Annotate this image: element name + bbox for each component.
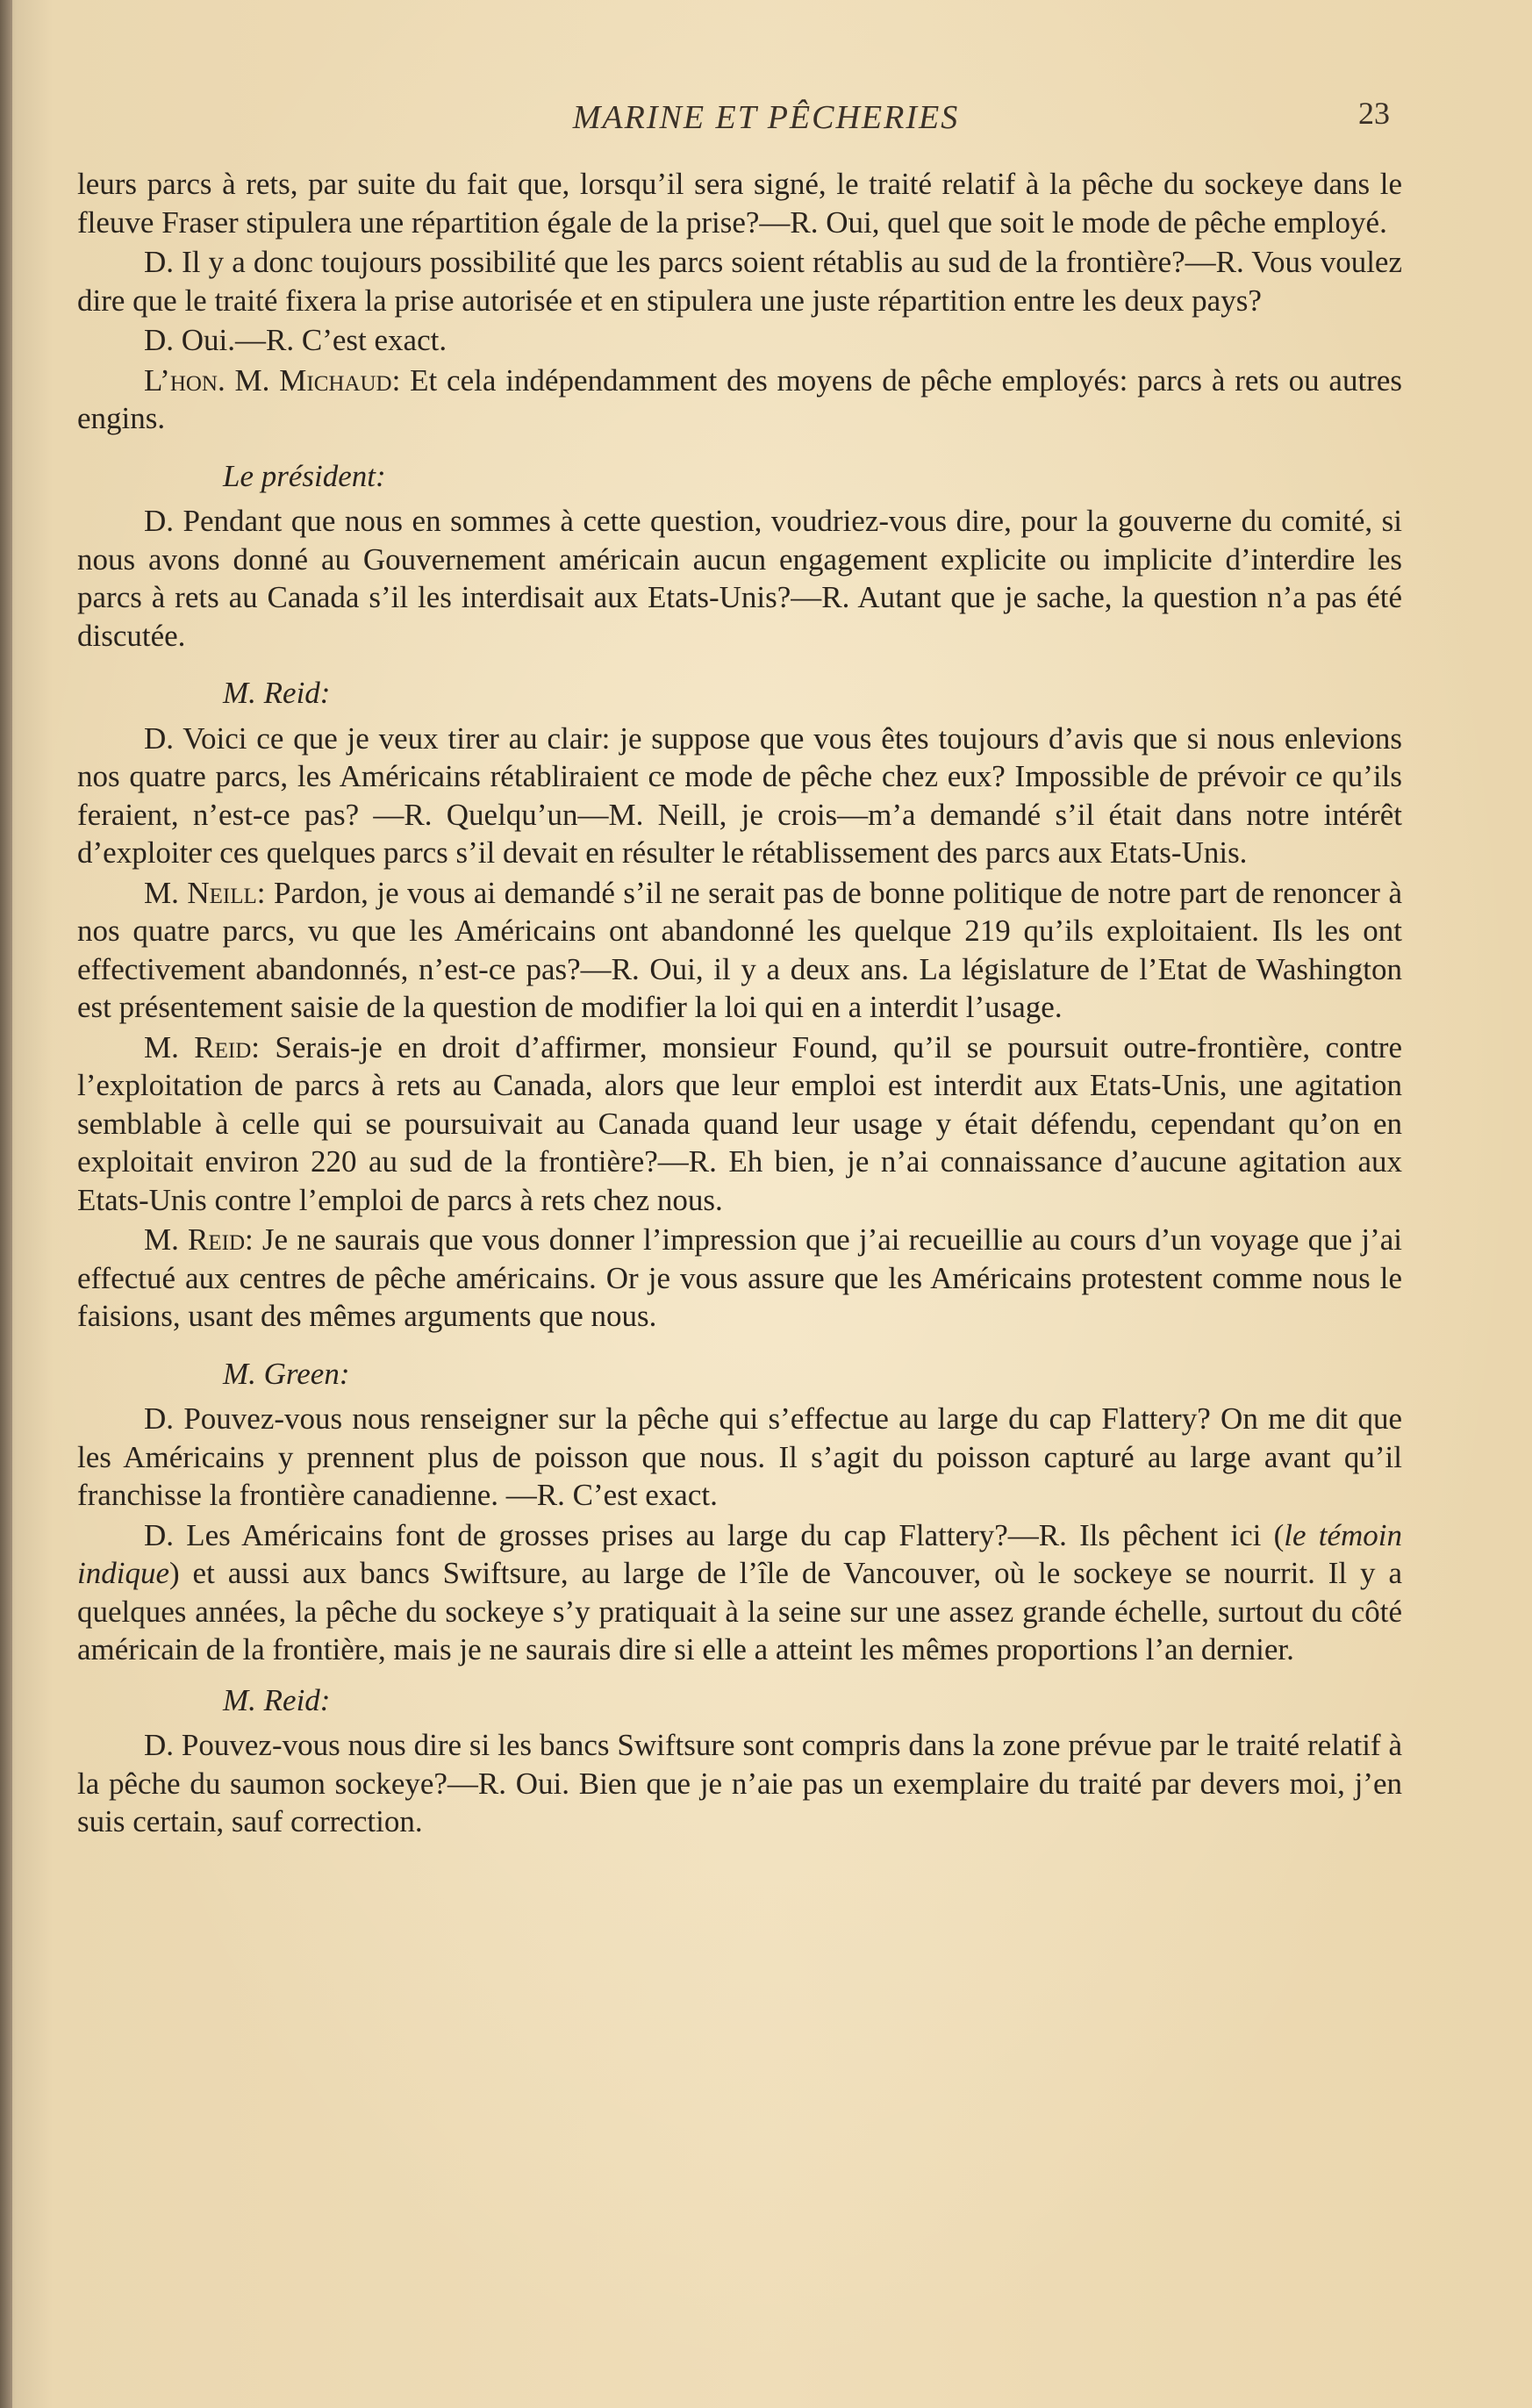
paragraph-10: D. Pouvez-vous nous renseigner sur la pêche qui s’effectue au large du cap Flattery? On me dit que les Américains y prennent plus de poisson que nous. Il s’agit du poisson capturé au large avant qu’il franchisse la frontière canadienne. —R. C’est exact.: [77, 1401, 1402, 1512]
paragraph-7-text: Pardon, je vous ai demandé s’il ne serait pas de bonne politique de notre part de renoncer à nos quatre parcs, vu que les Américains ont abandonné les quelque 219 qu’ils exploitaient. Ils les ont effectivement abandonnés, n’est-ce pas?—R. Oui, il y a deux ans. La législature de l’Etat de Washington est présentement saisie de la question de modifier la loi qui en a interdit l’usage.: [77, 875, 1402, 1024]
heading-green: M. Green:: [223, 1356, 350, 1391]
page-body: [77, 165, 1402, 1843]
witness-indicates: le témoin indique: [77, 1517, 1402, 1590]
binding-edge: [0, 0, 12, 2408]
paragraph-7: [77, 874, 1402, 1027]
heading-reid-1: M. Reid:: [223, 676, 331, 710]
speaker-michaud: L’hon. M. Michaud:: [144, 362, 401, 398]
running-title: MARINE ET PÊCHERIES: [572, 99, 960, 136]
paragraph-11-text-a: D. Les Américains font de grosses prises au large du cap Flattery?—R. Ils pêchent ici (: [144, 1517, 1285, 1552]
paragraph-8: [77, 1028, 1402, 1220]
paragraph-3: D. Oui.—R. C’est exact.: [144, 323, 447, 357]
paragraph-4-text: Et cela indépendamment des moyens de pêche employés: parcs à rets ou autres engins.: [77, 362, 1402, 435]
heading-reid-2: M. Reid:: [223, 1682, 331, 1717]
page-header: [0, 98, 1532, 151]
paragraph-4: [77, 362, 1402, 438]
page-number: 23: [1358, 96, 1390, 131]
paragraph-8-text: Serais-je en droit d’affirmer, monsieur Found, qu’il se poursuit outre-frontière, contre l’exploitation de parcs à rets au Canada, alors que leur emploi est interdit aux Etats-Unis, une agitation semblable à celle qui se poursuivait au Canada quand leur usage y était défendu, cependant qu’on en exploitait environ 220 au sud de la frontière?—R. Eh bien, je n’ai connaissance d’aucune agitation aux Etats-Unis contre l’emploi de parcs à rets chez nous.: [77, 1029, 1403, 1217]
paragraph-9-text: Je ne saurais que vous donner l’impression que j’ai recueillie au cours d’un voyage que j’ai effectué aux centres de pêche américains. Or je vous assure que les Américains protestent comme nous le faisions, usant des mêmes arguments que nous.: [77, 1222, 1402, 1333]
paragraph-1: leurs parcs à rets, par suite du fait que, lorsqu’il sera signé, le traité relatif à la pêche du sockeye dans le fleuve Fraser stipulera une répartition égale de la prise?—R. Oui, quel que soit le mode de pêche employé.: [77, 167, 1402, 240]
paragraph-11-text-b: ) et aussi aux bancs Swiftsure, au large de l’île de Vancouver, où le sockeye se nourrit. Il y a quelques années, la pêche du sockeye s’y pratiquait à la seine sur une assez grande échelle, surtout du côté américain de la frontière, mais je ne saurais dire si elle a atteint les mêmes proportions l’an dernier.: [77, 1556, 1402, 1666]
paragraph-2: D. Il y a donc toujours possibilité que les parcs soient rétablis au sud de la frontière?—R. Vous voulez dire que le traité fixera la prise autorisée et en stipulera une juste répartition entre les deux pays?: [77, 245, 1402, 318]
speaker-reid: M. Reid:: [144, 1029, 260, 1064]
paragraph-5: D. Pendant que nous en sommes à cette question, voudriez-vous dire, pour la gouverne du comité, si nous avons donné au Gouvernement américain aucun engagement explicite ou implicite d’interdire les parcs à rets au Canada s’il les interdisait aux Etats-Unis?—R. Autant que je sache, la question n’a pas été discutée.: [77, 504, 1402, 653]
paragraph-9: [77, 1221, 1402, 1336]
heading-president: Le président:: [223, 458, 386, 493]
paragraph-11: [77, 1516, 1402, 1669]
speaker-neill: M. Neill:: [144, 875, 266, 910]
paragraph-6: D. Voici ce que je veux tirer au clair: je suppose que vous êtes toujours d’avis que si nous enlevions nos quatre parcs, les Américains rétabliraient ce mode de pêche chez eux? Impossible de prévoir ce qu’ils feraient, n’est-ce pas? —R. Quelqu’un—M. Neill, je crois—m’a demandé s’il était dans notre intérêt d’exploiter ces quelques parcs s’il devait en résulter le rétablissement des parcs aux Etats-Unis.: [77, 720, 1402, 870]
speaker-reid-2: M. Reid:: [144, 1222, 254, 1257]
paragraph-12: D. Pouvez-vous nous dire si les bancs Swiftsure sont compris dans la zone prévue par le traité relatif à la pêche du saumon sockeye?—R. Oui. Bien que je n’aie pas un exemplaire du traité par devers moi, j’en suis certain, sauf correction.: [77, 1728, 1402, 1838]
